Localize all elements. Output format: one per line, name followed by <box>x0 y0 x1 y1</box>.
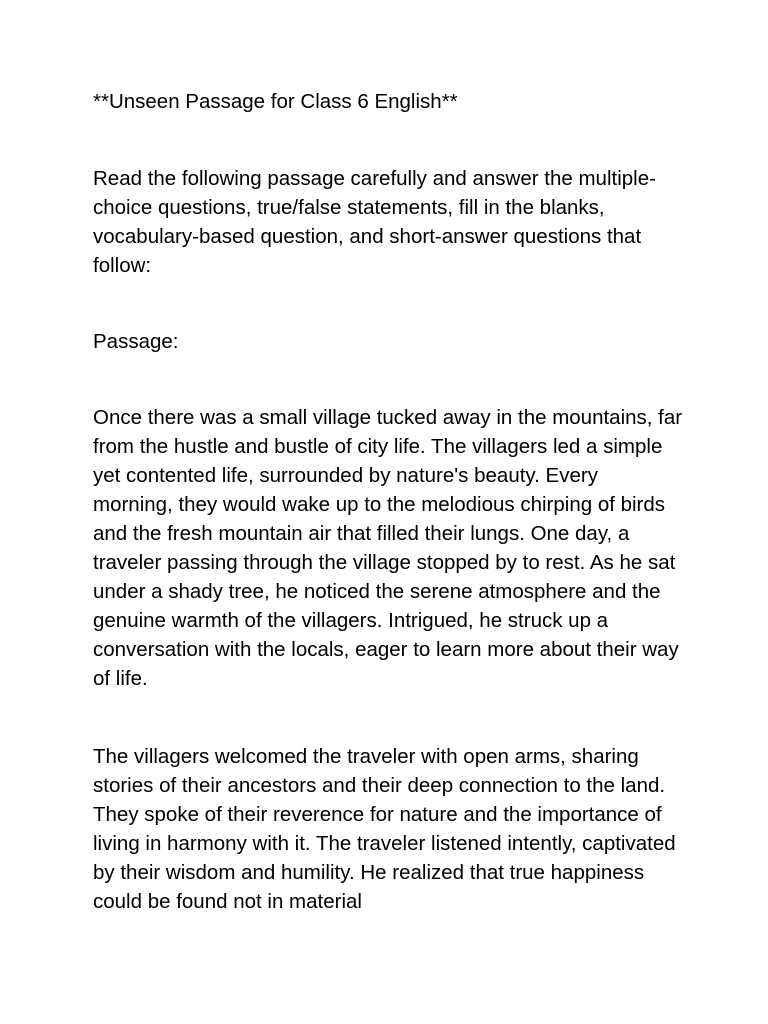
passage-paragraph-1: Once there was a small village tucked away in the mountains, far from the hustle and bustle of city life. The villagers led a simple yet contented life, surrounded by nature's beauty. Every morning, they would wake up to the melodious chirping of birds and the fresh mountain air that filled their lungs. One day, a traveler passing through the village stopped by to rest. As he sat under a shady tree, he noticed the serene atmosphere and the genuine warmth of the villagers. Intrigued, he struck up a conversation with the locals, eager to learn more about their way of life. <box>93 406 683 690</box>
document-heading: **Unseen Passage for Class 6 English** <box>93 90 458 113</box>
instructions-paragraph: Read the following passage carefully and answer the multiple-choice questions, true/false statements, fill in the blanks, vocabulary-based question, and short-answer questions that follow: <box>93 167 656 277</box>
passage-label: Passage: <box>93 330 179 353</box>
passage-paragraph-2: The villagers welcomed the traveler with open arms, sharing stories of their ancestors and their deep connection to the land. They spoke of their reverence for nature and the importance of living in harmony with it. The traveler listened intently, captivated by their wisdom and humility. He realized that true happiness could be found not in material <box>93 745 676 913</box>
